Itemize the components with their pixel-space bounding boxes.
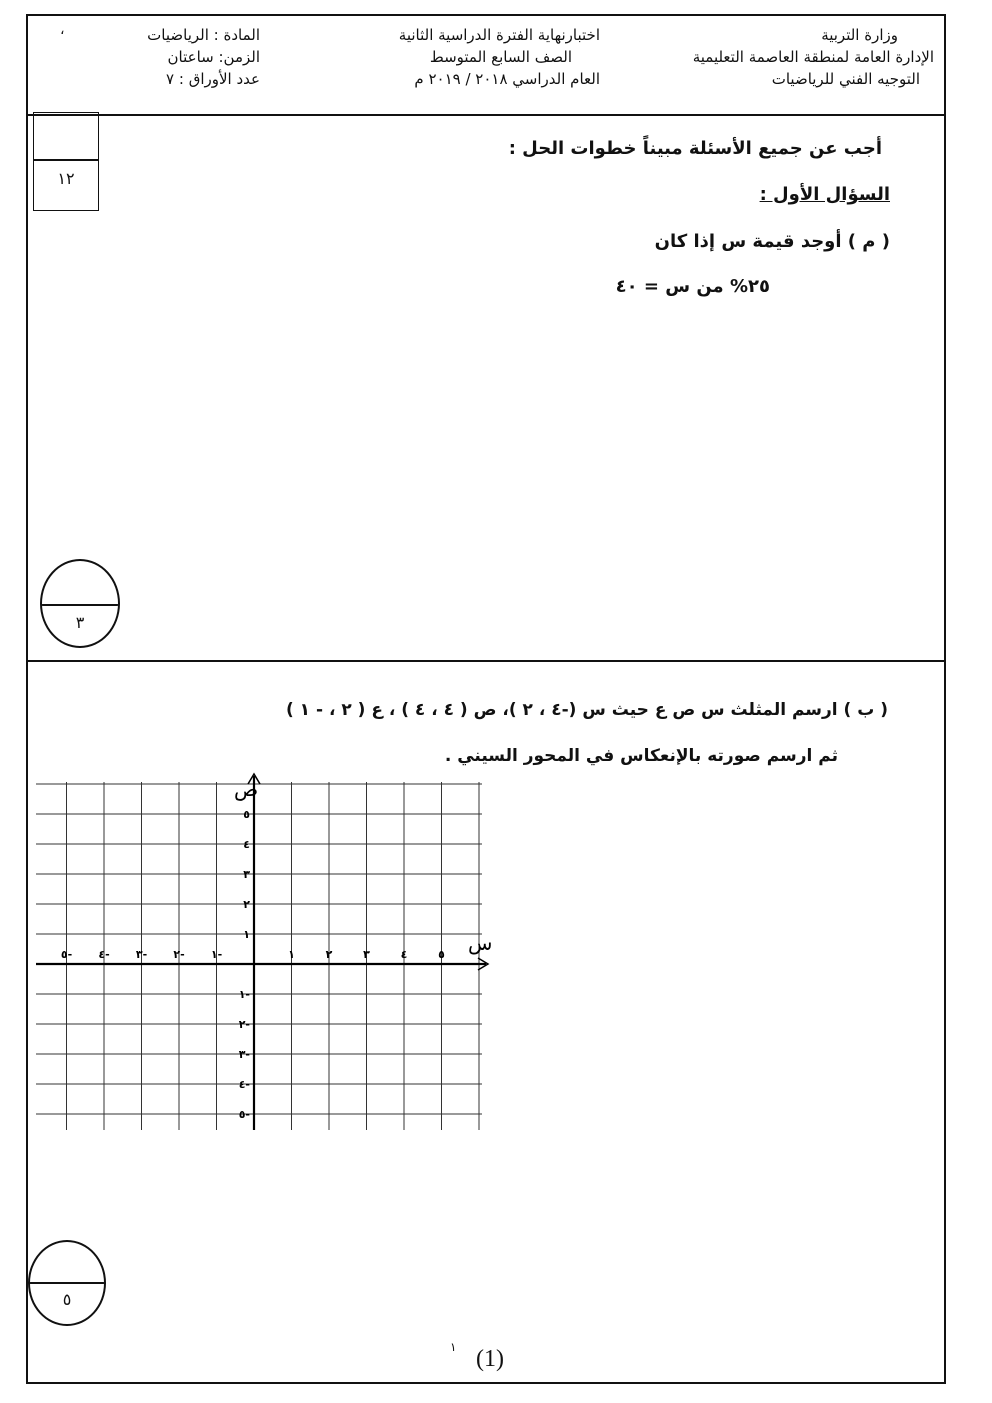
header-left [100,24,260,90]
x-axis-label: س [468,931,493,955]
x-tick-label: ٢- [173,948,185,961]
score-circle-a [40,559,120,648]
frame-bottom [26,1382,946,1384]
instruction: أجب عن جميع الأسئلة مبيناً خطوات الحل : [508,138,882,159]
score-b: ٥ [62,1290,72,1309]
frame-left [26,14,28,1384]
x-tick-label: ٥- [60,948,73,961]
y-tick-label: ٢ [243,898,250,911]
y-tick-label: ٤ [243,838,250,851]
y-tick-label: ١- [238,988,250,1001]
question1b-prompt2: ثم ارسم صورته بالإنعكاس في المحور السيني . [444,746,838,766]
page-count: عدد الأوراق : ٧ [166,70,260,88]
ministry: وزارة التربية [821,26,898,44]
question1b-prompt: ( ب ) ارسم المثلث س ص ع حيث س (-٤ ، ٢ )، ص ( ٤ ، ٤ ) ، ع ( ٢ ، - ١ ) [285,700,888,720]
subject: المادة : الرياضيات [147,26,260,44]
supervision: التوجيه الفني للرياضيات [771,70,920,88]
y-tick-label: ٤- [238,1078,250,1091]
total-score: ١٢ [57,169,75,188]
score-a: ٣ [75,613,85,632]
score-circle-b [28,1240,106,1326]
footer-mark: ١ [450,1340,457,1354]
x-tick-label: ٤- [98,948,110,961]
corner-mark: ، [60,22,65,38]
header-right [604,24,934,90]
y-tick-label: ٥ [243,808,250,821]
x-tick-label: ٢ [325,948,333,961]
y-tick-label: ٣ [243,868,250,881]
x-tick-label: ١- [210,948,223,961]
question1a-prompt: ( م ) أوجد قيمة س إذا كان [654,231,890,252]
y-tick-label: ٣- [238,1048,250,1061]
x-tick-label: ٣ [363,948,370,961]
x-tick-label: ٤ [400,948,408,961]
section-divider [26,660,946,662]
frame-right [944,14,946,1384]
header-center [330,24,600,90]
total-score-box [33,112,99,211]
question1-title: السؤال الأول : [759,184,890,205]
y-axis-label: ص [234,777,259,801]
y-tick-label: ٥- [238,1108,250,1121]
y-tick-label: ١ [243,928,250,941]
y-tick-label: ٢- [238,1018,250,1031]
x-tick-label: ٥ [438,948,445,961]
directorate: الإدارة العامة لمنطقة العاصمة التعليمية [692,48,934,66]
x-tick-label: ٣- [135,948,148,961]
grade: الصف السابع المتوسط [429,48,572,66]
school-year: العام الدراسي ٢٠١٨ / ٢٠١٩ م [414,70,600,88]
exam-time: الزمن: ساعتان [167,48,260,66]
frame-top [26,14,946,16]
question1a-equation: ٢٥% من س = ٤٠ [615,276,770,297]
x-tick-label: ١ [288,948,295,961]
coordinate-grid[interactable] [0,770,520,1150]
exam-title: اختبارنهاية الفترة الدراسية الثانية [398,26,600,44]
page-number: (1) [476,1346,504,1372]
header-divider [26,114,946,116]
